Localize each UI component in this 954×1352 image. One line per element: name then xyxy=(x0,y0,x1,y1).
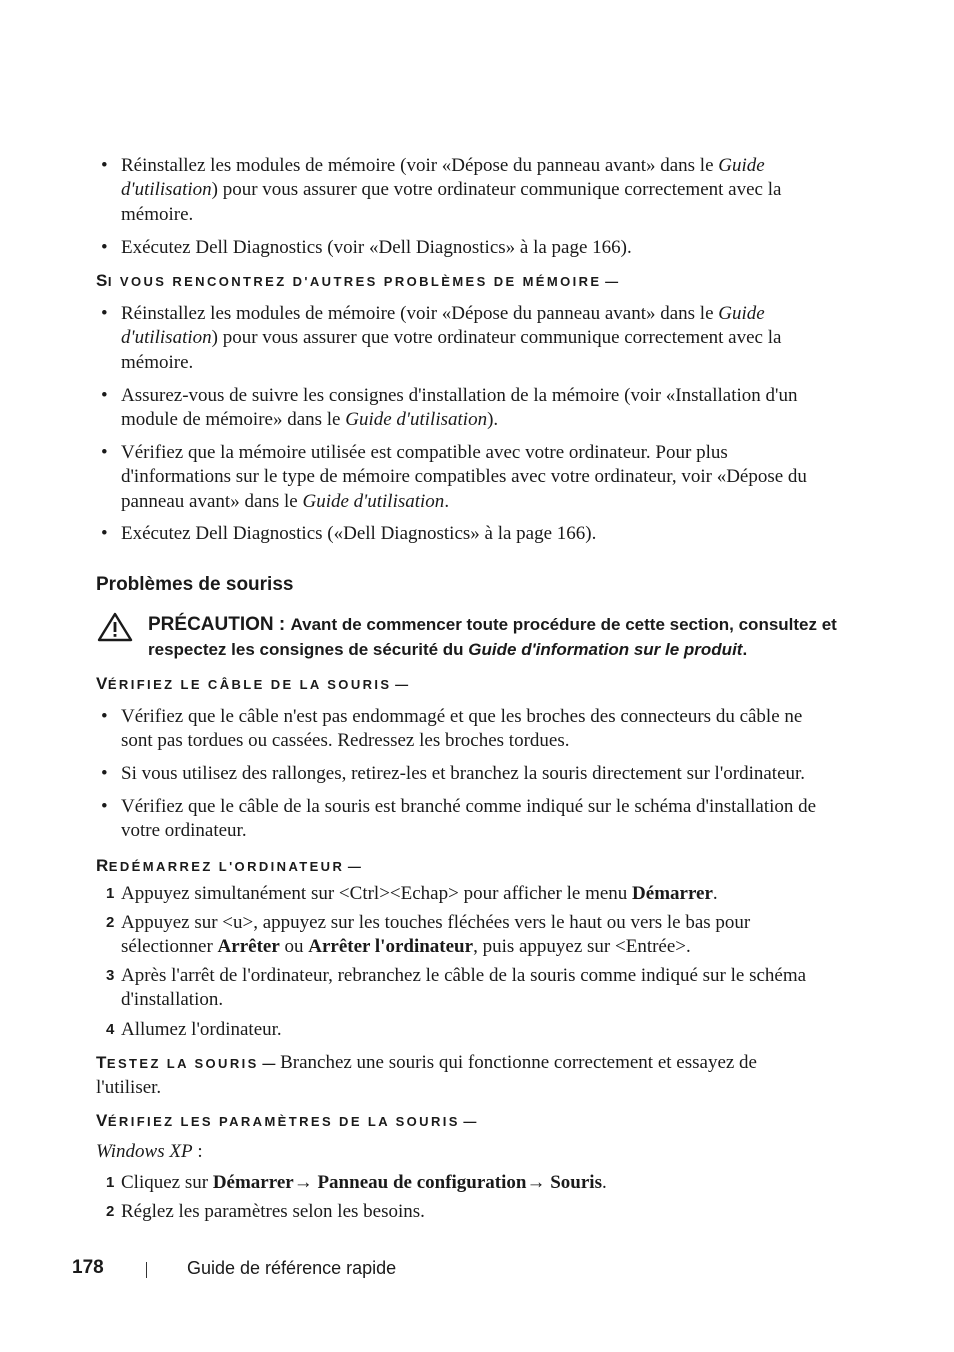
subheading-check-cable: VÉRIFIEZ LE CÂBLE DE LA SOURIS — xyxy=(96,674,409,693)
footer-title: Guide de référence rapide xyxy=(187,1258,397,1278)
step-item: 3 Après l'arrêt de l'ordinateur, rebranchez le câble de la souris comme indiqué sur le schéma d'installation. xyxy=(106,965,807,1011)
list-item: • Vérifiez que le câble de la souris est branché comme indiqué sur le schéma d'installation de votre ordinateur. xyxy=(101,796,817,842)
bullet-icon: • xyxy=(101,706,108,727)
step-item: 4 Allumez l'ordinateur. xyxy=(106,1019,282,1040)
list-item-text: ) pour vous assurer que votre ordinateur communique correctement avec la mémoire. xyxy=(121,179,782,225)
list-item xyxy=(101,236,826,260)
list-item: • Vérifiez que la mémoire utilisée est compatible avec votre ordinateur. Pour plus d'informations sur le type de mémoire compatibles avec votre ordinateur, voir «Dépose du panneau avant» dans le Guide d'utilisation. xyxy=(101,442,807,512)
list-item: • Assurez-vous de suivre les consignes d'installation de la mémoire (voir «Installation d'un module de mémoire» dans le Guide d'utilisation). xyxy=(101,385,798,431)
list-item: • Vérifiez que le câble n'est pas endommagé et que les broches des connecteurs du câble ne sont pas tordues ou cassées. Redressez les broches tordues. xyxy=(101,706,803,752)
step-item: 1 Appuyez simultanément sur <Ctrl><Echap> pour afficher le menu Démarrer. xyxy=(106,883,718,904)
bullet-icon: • xyxy=(101,303,108,324)
bullet-icon: • xyxy=(101,442,108,463)
bullet-icon: • xyxy=(101,237,108,258)
step-item: 2 Réglez les paramètres selon les besoins. xyxy=(106,1201,425,1222)
list-item-italic: Guide d'utilisation xyxy=(121,155,765,201)
page-number: 178 xyxy=(72,1257,104,1278)
bullet-icon: • xyxy=(101,796,108,817)
list-item: • Exécutez Dell Diagnostics («Dell Diagnostics» à la page 166). xyxy=(121,522,826,546)
step-item: 2 Appuyez sur <u>, appuyez sur les touches fléchées vers le haut ou vers le bas pour sélectionner Arrêter ou Arrêter l'ordinateur, puis appuyez sur <Entrée>. xyxy=(106,912,751,958)
caution-icon xyxy=(97,612,133,642)
footer-divider xyxy=(146,1262,147,1278)
subheading-restart: REDÉMARREZ L'ORDINATEUR — xyxy=(96,856,361,875)
caution-note: PRÉCAUTION : Avant de commencer toute procédure de cette section, consultez et respectez les consignes de sécurité du Guide d'information sur le produit. xyxy=(148,614,837,659)
list-item-text: Exécutez Dell Diagnostics (voir «Dell Diagnostics» à la page 166). xyxy=(121,237,632,258)
bullet-icon: • xyxy=(101,763,108,784)
list-item-text: Réinstallez les modules de mémoire (voir «Dépose du panneau avant» dans le xyxy=(121,155,719,176)
list-item: • Réinstallez les modules de mémoire (voir «Dépose du panneau avant» dans le Guide d'utilisation) pour vous assurer que votre ordinateur communique correctement avec la mémoire. xyxy=(101,303,782,373)
section-title: Problèmes de souriss xyxy=(96,574,294,595)
bullet-icon: • xyxy=(101,155,108,176)
bullet-icon: • xyxy=(101,523,108,544)
test-mouse-paragraph: TESTEZ LA SOURIS — Branchez une souris qui fonctionne correctement et essayez de l'utiliser. xyxy=(96,1052,757,1099)
step-item: 1 Cliquez sur Démarrer→ Panneau de configuration→ Souris. xyxy=(106,1172,607,1193)
os-label: Windows XP : xyxy=(96,1141,203,1162)
list-item xyxy=(101,154,826,227)
subheading-other-memory: SI VOUS RENCONTREZ D'AUTRES PROBLÈMES DE MÉMOIRE — xyxy=(96,271,619,290)
list-item: • Si vous utilisez des rallonges, retirez-les et branchez la souris directement sur l'ordinateur. xyxy=(121,762,836,786)
subheading-settings: VÉRIFIEZ LES PARAMÈTRES DE LA SOURIS — xyxy=(96,1111,477,1130)
bullet-icon: • xyxy=(101,385,108,406)
